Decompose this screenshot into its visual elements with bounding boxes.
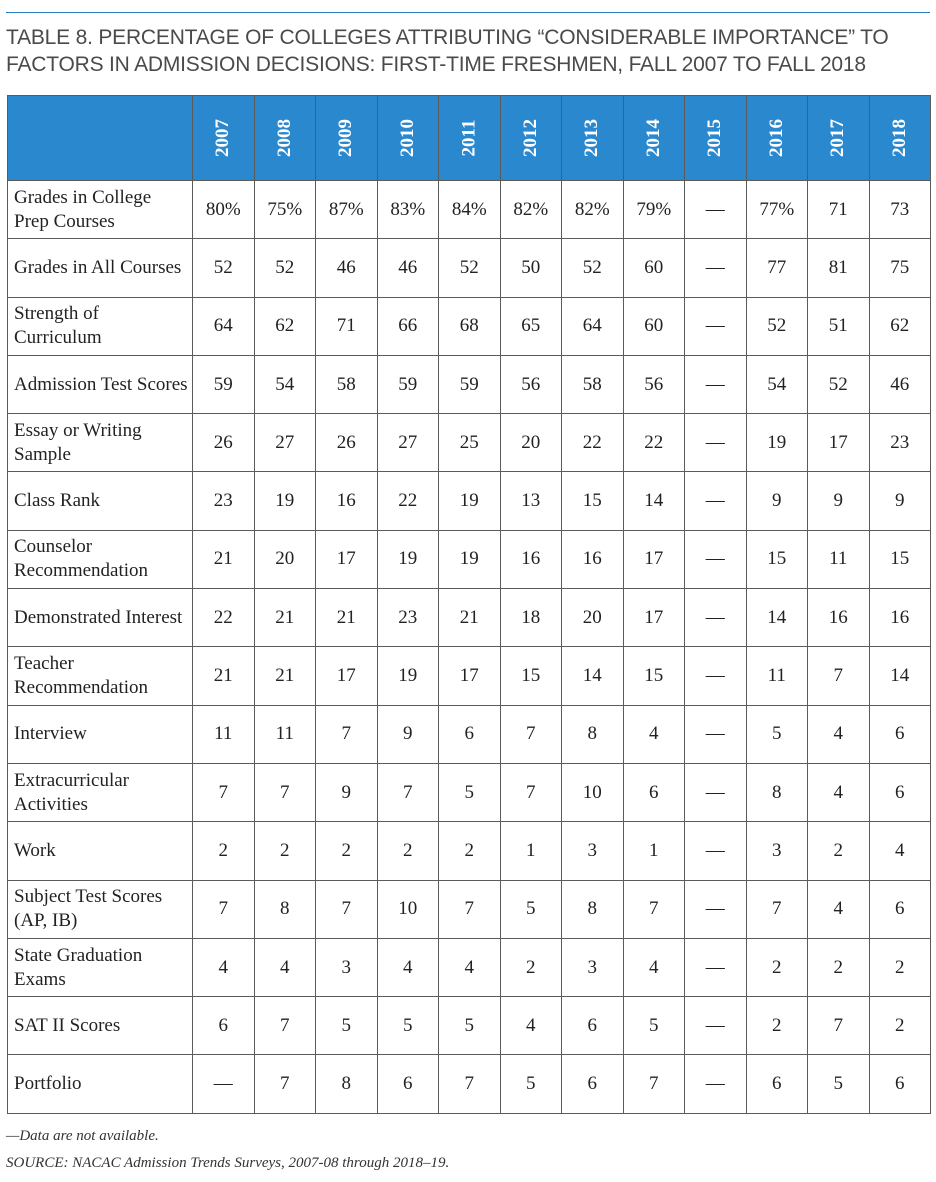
value-cell: —: [685, 414, 747, 472]
value-cell: 8: [562, 705, 624, 763]
value-cell: 3: [562, 822, 624, 880]
year-header-cell: [685, 96, 747, 181]
value-cell: 65: [500, 297, 562, 355]
value-cell: 7: [746, 880, 808, 938]
value-cell: 6: [562, 1055, 624, 1113]
value-cell: 60: [623, 297, 685, 355]
value-cell: 2: [869, 938, 931, 996]
value-cell: 5: [500, 1055, 562, 1113]
value-cell: 52: [746, 297, 808, 355]
row-label: Extracurricular Activities: [8, 763, 193, 821]
value-cell: 6: [869, 1055, 931, 1113]
value-cell: 4: [623, 705, 685, 763]
value-cell: 59: [193, 355, 255, 413]
value-cell: 22: [377, 472, 439, 530]
value-cell: 3: [746, 822, 808, 880]
value-cell: 4: [377, 938, 439, 996]
value-cell: 18: [500, 589, 562, 647]
year-header-cell: [623, 96, 685, 181]
row-label: Admission Test Scores: [8, 355, 193, 413]
value-cell: —: [685, 530, 747, 588]
value-cell: 13: [500, 472, 562, 530]
year-header-label: 2014: [642, 119, 664, 157]
row-label: State Graduation Exams: [8, 938, 193, 996]
row-label: Essay or Writing Sample: [8, 414, 193, 472]
value-cell: 21: [193, 530, 255, 588]
value-cell: —: [193, 1055, 255, 1113]
row-label: Strength of Curriculum: [8, 297, 193, 355]
value-cell: 11: [193, 705, 255, 763]
value-cell: 54: [254, 355, 316, 413]
value-cell: 6: [439, 705, 501, 763]
table-row: [8, 181, 931, 239]
header-corner-cell: [8, 96, 193, 181]
value-cell: 10: [562, 763, 624, 821]
value-cell: 15: [746, 530, 808, 588]
value-cell: 17: [623, 589, 685, 647]
value-cell: 71: [808, 181, 870, 239]
value-cell: 16: [869, 589, 931, 647]
value-cell: 4: [193, 938, 255, 996]
table-row: [8, 822, 931, 880]
value-cell: 79%: [623, 181, 685, 239]
row-label: Work: [8, 822, 193, 880]
table-row: [8, 589, 931, 647]
value-cell: 59: [377, 355, 439, 413]
value-cell: 22: [562, 414, 624, 472]
value-cell: 62: [254, 297, 316, 355]
value-cell: 7: [193, 763, 255, 821]
value-cell: 75%: [254, 181, 316, 239]
table-caption: [6, 24, 930, 78]
value-cell: 52: [193, 239, 255, 297]
table-row: [8, 297, 931, 355]
value-cell: —: [685, 297, 747, 355]
table-body: [8, 181, 931, 1114]
value-cell: 71: [316, 297, 378, 355]
value-cell: 84%: [439, 181, 501, 239]
row-label: Interview: [8, 705, 193, 763]
value-cell: 58: [562, 355, 624, 413]
value-cell: 27: [254, 414, 316, 472]
value-cell: 50: [500, 239, 562, 297]
value-cell: 77%: [746, 181, 808, 239]
value-cell: 75: [869, 239, 931, 297]
value-cell: 10: [377, 880, 439, 938]
value-cell: 17: [623, 530, 685, 588]
value-cell: 2: [869, 997, 931, 1055]
value-cell: 11: [808, 530, 870, 588]
value-cell: 9: [316, 763, 378, 821]
value-cell: 19: [254, 472, 316, 530]
year-header-label: 2018: [888, 119, 910, 157]
year-header-cell: [746, 96, 808, 181]
year-header-cell: [377, 96, 439, 181]
value-cell: —: [685, 647, 747, 705]
row-label: Class Rank: [8, 472, 193, 530]
value-cell: 26: [316, 414, 378, 472]
value-cell: 4: [808, 763, 870, 821]
year-header-label: 2007: [212, 119, 234, 157]
value-cell: 19: [377, 530, 439, 588]
value-cell: —: [685, 997, 747, 1055]
value-cell: 68: [439, 297, 501, 355]
value-cell: 11: [746, 647, 808, 705]
year-header-cell: [439, 96, 501, 181]
value-cell: —: [685, 355, 747, 413]
value-cell: 11: [254, 705, 316, 763]
row-label: Counselor Recommendation: [8, 530, 193, 588]
value-cell: 7: [808, 997, 870, 1055]
value-cell: 9: [377, 705, 439, 763]
year-header-cell: [254, 96, 316, 181]
year-header-cell: [193, 96, 255, 181]
top-rule: [6, 12, 930, 13]
row-label: Portfolio: [8, 1055, 193, 1113]
value-cell: 59: [439, 355, 501, 413]
value-cell: 5: [808, 1055, 870, 1113]
value-cell: 6: [746, 1055, 808, 1113]
value-cell: 52: [562, 239, 624, 297]
value-cell: 52: [439, 239, 501, 297]
value-cell: 7: [377, 763, 439, 821]
value-cell: 4: [439, 938, 501, 996]
value-cell: 6: [193, 997, 255, 1055]
value-cell: 20: [254, 530, 316, 588]
year-header-label: 2008: [273, 119, 295, 157]
value-cell: 2: [808, 938, 870, 996]
value-cell: 19: [746, 414, 808, 472]
value-cell: 2: [377, 822, 439, 880]
value-cell: 9: [869, 472, 931, 530]
value-cell: —: [685, 589, 747, 647]
value-cell: 2: [500, 938, 562, 996]
value-cell: 64: [562, 297, 624, 355]
value-cell: 3: [562, 938, 624, 996]
value-cell: 58: [316, 355, 378, 413]
value-cell: 46: [869, 355, 931, 413]
value-cell: 5: [746, 705, 808, 763]
value-cell: 25: [439, 414, 501, 472]
year-header-cell: [869, 96, 931, 181]
value-cell: 5: [439, 997, 501, 1055]
value-cell: 82%: [500, 181, 562, 239]
value-cell: 7: [439, 880, 501, 938]
value-cell: 14: [746, 589, 808, 647]
value-cell: 4: [254, 938, 316, 996]
table-row: [8, 880, 931, 938]
value-cell: 16: [500, 530, 562, 588]
admission-factors-table: [7, 95, 931, 1114]
value-cell: 22: [193, 589, 255, 647]
value-cell: 2: [746, 997, 808, 1055]
table-row: [8, 1055, 931, 1113]
row-label: Teacher Recommendation: [8, 647, 193, 705]
value-cell: 7: [254, 997, 316, 1055]
value-cell: 7: [500, 705, 562, 763]
value-cell: 2: [808, 822, 870, 880]
value-cell: 6: [377, 1055, 439, 1113]
value-cell: —: [685, 181, 747, 239]
value-cell: 77: [746, 239, 808, 297]
value-cell: 7: [808, 647, 870, 705]
value-cell: 16: [316, 472, 378, 530]
year-header-label: 2015: [704, 119, 726, 157]
value-cell: 7: [316, 880, 378, 938]
value-cell: 52: [254, 239, 316, 297]
value-cell: 64: [193, 297, 255, 355]
value-cell: 1: [623, 822, 685, 880]
value-cell: 14: [562, 647, 624, 705]
value-cell: 15: [562, 472, 624, 530]
value-cell: 20: [562, 589, 624, 647]
value-cell: 6: [869, 880, 931, 938]
value-cell: 60: [623, 239, 685, 297]
year-header-label: 2012: [519, 119, 541, 157]
value-cell: 1: [500, 822, 562, 880]
value-cell: 21: [254, 647, 316, 705]
value-cell: 4: [808, 705, 870, 763]
value-cell: 5: [439, 763, 501, 821]
value-cell: 17: [808, 414, 870, 472]
table-row: [8, 472, 931, 530]
value-cell: 7: [623, 880, 685, 938]
row-label: Demonstrated Interest: [8, 589, 193, 647]
value-cell: 7: [623, 1055, 685, 1113]
table-row: [8, 647, 931, 705]
value-cell: 62: [869, 297, 931, 355]
value-cell: —: [685, 880, 747, 938]
footnote-source: SOURCE: NACAC Admission Trends Surveys, 2007-08 through 2018–19.: [6, 1155, 450, 1171]
table-row: [8, 938, 931, 996]
caption-line-1: TABLE 8. PERCENTAGE OF COLLEGES ATTRIBUTING “CONSIDERABLE IMPORTANCE” TO: [6, 26, 889, 49]
value-cell: 82%: [562, 181, 624, 239]
year-header-label: 2013: [581, 119, 603, 157]
value-cell: 27: [377, 414, 439, 472]
table-row: [8, 997, 931, 1055]
value-cell: 7: [254, 763, 316, 821]
value-cell: 26: [193, 414, 255, 472]
value-cell: 5: [316, 997, 378, 1055]
value-cell: 80%: [193, 181, 255, 239]
value-cell: 46: [377, 239, 439, 297]
value-cell: 21: [439, 589, 501, 647]
value-cell: 22: [623, 414, 685, 472]
year-header-label: 2016: [765, 119, 787, 157]
value-cell: 9: [808, 472, 870, 530]
table-row: [8, 355, 931, 413]
value-cell: 56: [623, 355, 685, 413]
value-cell: 19: [439, 472, 501, 530]
value-cell: 16: [562, 530, 624, 588]
value-cell: 87%: [316, 181, 378, 239]
value-cell: —: [685, 763, 747, 821]
value-cell: 5: [500, 880, 562, 938]
value-cell: 46: [316, 239, 378, 297]
row-label: Grades in College Prep Courses: [8, 181, 193, 239]
value-cell: 15: [500, 647, 562, 705]
value-cell: 4: [869, 822, 931, 880]
value-cell: 56: [500, 355, 562, 413]
value-cell: 7: [500, 763, 562, 821]
year-header-label: 2010: [396, 119, 418, 157]
value-cell: 14: [623, 472, 685, 530]
value-cell: —: [685, 472, 747, 530]
value-cell: 2: [316, 822, 378, 880]
year-header-cell: [500, 96, 562, 181]
value-cell: 7: [316, 705, 378, 763]
value-cell: 8: [746, 763, 808, 821]
row-label: Subject Test Scores (AP, IB): [8, 880, 193, 938]
year-header-cell: [562, 96, 624, 181]
table-row: [8, 239, 931, 297]
value-cell: 5: [377, 997, 439, 1055]
table-row: [8, 763, 931, 821]
value-cell: 2: [254, 822, 316, 880]
value-cell: —: [685, 822, 747, 880]
value-cell: 23: [377, 589, 439, 647]
value-cell: 81: [808, 239, 870, 297]
value-cell: 15: [869, 530, 931, 588]
value-cell: 23: [869, 414, 931, 472]
value-cell: 19: [439, 530, 501, 588]
value-cell: 4: [808, 880, 870, 938]
value-cell: 8: [316, 1055, 378, 1113]
table-row: [8, 530, 931, 588]
caption-line-2: FACTORS IN ADMISSION DECISIONS: FIRST-TIME FRESHMEN, FALL 2007 TO FALL 2018: [6, 53, 866, 76]
row-label: SAT II Scores: [8, 997, 193, 1055]
value-cell: 19: [377, 647, 439, 705]
row-label: Grades in All Courses: [8, 239, 193, 297]
value-cell: 16: [808, 589, 870, 647]
value-cell: 23: [193, 472, 255, 530]
value-cell: 21: [316, 589, 378, 647]
year-header-label: 2009: [335, 119, 357, 157]
year-header-label: 2017: [827, 119, 849, 157]
year-header-cell: [316, 96, 378, 181]
value-cell: 21: [193, 647, 255, 705]
value-cell: —: [685, 938, 747, 996]
value-cell: —: [685, 239, 747, 297]
value-cell: 9: [746, 472, 808, 530]
value-cell: 21: [254, 589, 316, 647]
value-cell: 2: [439, 822, 501, 880]
value-cell: 15: [623, 647, 685, 705]
table-row: [8, 705, 931, 763]
value-cell: 8: [254, 880, 316, 938]
value-cell: 7: [254, 1055, 316, 1113]
value-cell: 6: [869, 705, 931, 763]
value-cell: 2: [746, 938, 808, 996]
value-cell: —: [685, 1055, 747, 1113]
footnote-not-available: —Data are not available.: [6, 1128, 159, 1144]
value-cell: 3: [316, 938, 378, 996]
value-cell: 7: [439, 1055, 501, 1113]
value-cell: 73: [869, 181, 931, 239]
value-cell: 8: [562, 880, 624, 938]
value-cell: 6: [869, 763, 931, 821]
value-cell: 7: [193, 880, 255, 938]
value-cell: 14: [869, 647, 931, 705]
value-cell: 51: [808, 297, 870, 355]
header-row: [8, 96, 931, 181]
value-cell: 4: [623, 938, 685, 996]
value-cell: 6: [562, 997, 624, 1055]
value-cell: 54: [746, 355, 808, 413]
table-row: [8, 414, 931, 472]
value-cell: —: [685, 705, 747, 763]
value-cell: 52: [808, 355, 870, 413]
value-cell: 66: [377, 297, 439, 355]
value-cell: 4: [500, 997, 562, 1055]
value-cell: 17: [439, 647, 501, 705]
value-cell: 5: [623, 997, 685, 1055]
value-cell: 20: [500, 414, 562, 472]
value-cell: 83%: [377, 181, 439, 239]
year-header-label: 2011: [458, 119, 480, 157]
value-cell: 6: [623, 763, 685, 821]
value-cell: 2: [193, 822, 255, 880]
year-header-cell: [808, 96, 870, 181]
value-cell: 17: [316, 647, 378, 705]
value-cell: 17: [316, 530, 378, 588]
